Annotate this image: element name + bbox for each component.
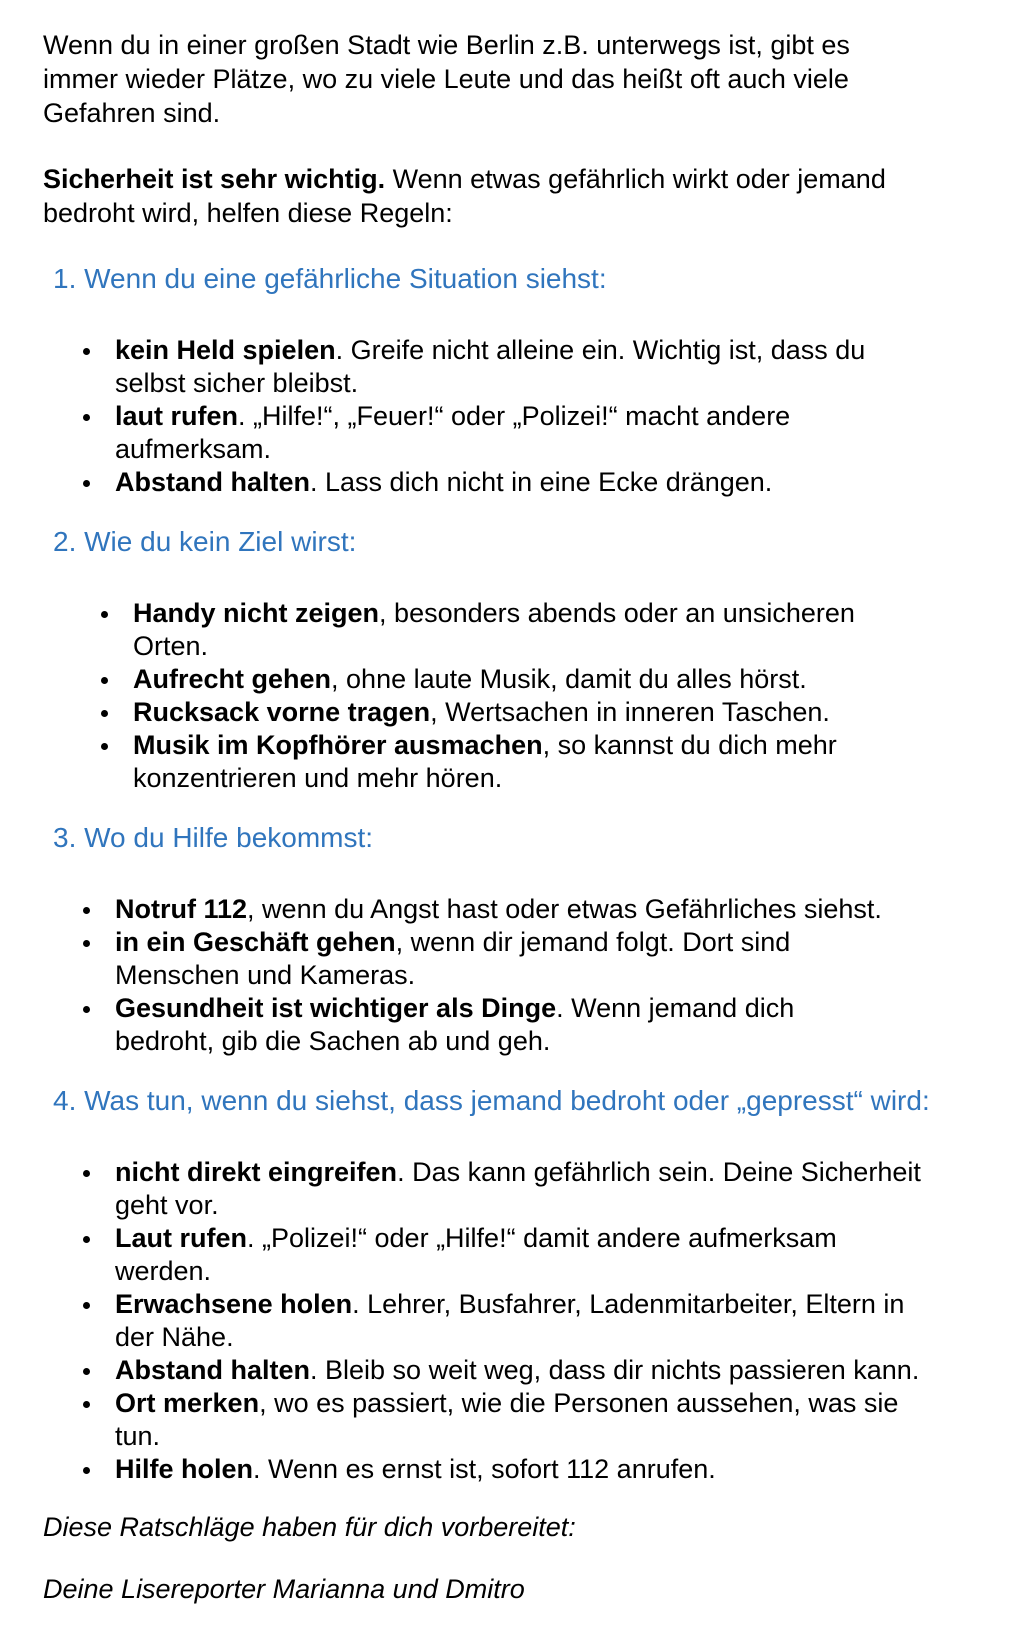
bullet-lead: Erwachsene holen bbox=[115, 1289, 353, 1319]
list-item bbox=[43, 992, 893, 1058]
safety-paragraph-rest: Wenn etwas gefährlich wirkt oder jemand bedroht wird, helfen diese Regeln: bbox=[43, 164, 886, 228]
section-heading-2: 2. Wie du kein Ziel wirst: bbox=[53, 526, 357, 557]
bullet-rest: , wo es passiert, wie die Personen aussehen, was sie tun. bbox=[115, 1388, 899, 1451]
list-item bbox=[43, 597, 893, 663]
bullet-lead: Notruf 112 bbox=[115, 894, 248, 924]
list-item bbox=[43, 893, 893, 926]
bullet-lead: Aufrecht gehen bbox=[133, 664, 332, 694]
closing-line-2: Deine Lisereporter Marianna und Dmitro bbox=[43, 1574, 525, 1604]
bullet-lead: kein Held spielen bbox=[115, 335, 336, 365]
bullet-lead: Musik im Kopfhörer ausmachen bbox=[133, 730, 543, 760]
section-heading-1: 1. Wenn du eine gefährliche Situation siehst: bbox=[53, 263, 607, 294]
intro-paragraph bbox=[43, 28, 923, 130]
rules-list-2 bbox=[43, 597, 893, 795]
bullet-rest: , Wertsachen in inneren Taschen. bbox=[430, 697, 830, 727]
safety-paragraph bbox=[43, 162, 923, 230]
bullet-lead: Rucksack vorne tragen bbox=[133, 697, 431, 727]
bullet-lead: Hilfe holen bbox=[115, 1454, 254, 1484]
bullet-lead: Handy nicht zeigen bbox=[133, 598, 380, 628]
list-item bbox=[43, 1222, 923, 1288]
bullet-rest: , ohne laute Musik, damit du alles hörst. bbox=[331, 664, 807, 694]
bullet-rest: . Wenn jemand dich bedroht, gib die Sachen ab und geh. bbox=[115, 993, 795, 1056]
bullet-rest: , wenn du Angst hast oder etwas Gefährliches siehst. bbox=[247, 894, 882, 924]
list-item bbox=[43, 1288, 923, 1354]
safety-paragraph-bold: Sicherheit ist sehr wichtig. bbox=[43, 164, 386, 194]
bullet-rest: . Das kann gefährlich sein. Deine Sicherheit geht vor. bbox=[115, 1157, 921, 1220]
list-item bbox=[43, 466, 905, 499]
bullet-lead: Laut rufen bbox=[115, 1223, 247, 1253]
bullet-rest: . „Hilfe!“, „Feuer!“ oder „Polizei!“ macht andere aufmerksam. bbox=[115, 401, 791, 464]
list-item bbox=[43, 334, 905, 400]
list-item bbox=[43, 663, 893, 696]
list-item bbox=[43, 1453, 923, 1486]
bullet-rest: . Greife nicht alleine ein. Wichtig ist, dass du selbst sicher bleibst. bbox=[115, 335, 866, 398]
rules-list-1 bbox=[43, 334, 905, 499]
section-heading-3: 3. Wo du Hilfe bekommst: bbox=[53, 822, 374, 853]
list-item bbox=[43, 729, 893, 795]
bullet-rest: , besonders abends oder an unsicheren Orten. bbox=[133, 598, 855, 661]
list-item bbox=[43, 696, 893, 729]
bullet-rest: . Lehrer, Busfahrer, Ladenmitarbeiter, Eltern in der Nähe. bbox=[115, 1289, 905, 1352]
bullet-lead: laut rufen bbox=[115, 401, 239, 431]
bullet-lead: nicht direkt eingreifen bbox=[115, 1157, 398, 1187]
bullet-lead: Gesundheit ist wichtiger als Dinge bbox=[115, 993, 557, 1023]
bullet-rest: . Lass dich nicht in eine Ecke drängen. bbox=[310, 467, 773, 497]
bullet-rest: , so kannst du dich mehr konzentrieren und mehr hören. bbox=[133, 730, 837, 793]
rules-list-4 bbox=[43, 1156, 923, 1486]
bullet-rest: , wenn dir jemand folgt. Dort sind Menschen und Kameras. bbox=[115, 927, 791, 990]
list-item bbox=[43, 926, 893, 992]
list-item bbox=[43, 400, 905, 466]
bullet-rest: . „Polizei!“ oder „Hilfe!“ damit andere aufmerksam werden. bbox=[115, 1223, 837, 1286]
list-item bbox=[43, 1354, 923, 1387]
intro-paragraph-text: Wenn du in einer großen Stadt wie Berlin z.B. unterwegs ist, gibt es immer wieder Plätze, wo zu viele Leute und das heißt oft auch viele Gefahren sind. bbox=[43, 30, 850, 128]
rules-list-3 bbox=[43, 893, 893, 1058]
closing-line-1: Diese Ratschläge haben für dich vorbereitet: bbox=[43, 1512, 576, 1542]
bullet-rest: . Wenn es ernst ist, sofort 112 anrufen. bbox=[253, 1454, 716, 1484]
bullet-lead: in ein Geschäft gehen bbox=[115, 927, 396, 957]
section-heading-4: 4. Was tun, wenn du siehst, dass jemand bedroht oder „gepresst“ wird: bbox=[53, 1085, 930, 1116]
bullet-rest: . Bleib so weit weg, dass dir nichts passieren kann. bbox=[310, 1355, 920, 1385]
list-item bbox=[43, 1387, 923, 1453]
bullet-lead: Abstand halten bbox=[115, 467, 311, 497]
bullet-lead: Ort merken bbox=[115, 1388, 260, 1418]
list-item bbox=[43, 1156, 923, 1222]
bullet-lead: Abstand halten bbox=[115, 1355, 311, 1385]
